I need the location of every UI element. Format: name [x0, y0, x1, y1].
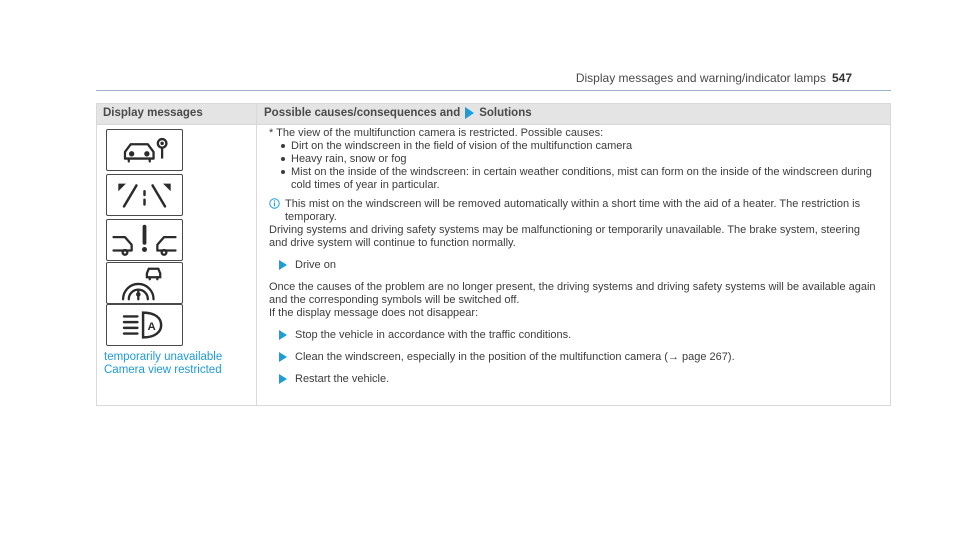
list-item: Dirt on the windscreen in the field of vision of the multifunction camera	[269, 140, 881, 153]
header-title: Display messages and warning/indicator lamps	[575, 71, 826, 85]
solution-arrow-icon	[465, 107, 474, 119]
step-arrow-icon	[279, 260, 287, 270]
step-text: Restart the vehicle.	[295, 373, 390, 385]
caption-line: temporarily unavailable	[104, 351, 223, 363]
note-block	[269, 198, 881, 224]
step-clean-windscreen	[269, 351, 881, 364]
col-header-causes-solutions	[264, 107, 532, 119]
once-text: Once the causes of the problem are no longer present, the driving systems and driving safety systems will be available again and the corresponding symbols will be switched off.	[269, 281, 876, 306]
display-message-caption	[104, 351, 222, 377]
note-text: This mist on the windscreen will be removed automatically within a short time with the aid of a heater. The restriction is temporary.	[285, 198, 861, 223]
step-drive-on	[269, 259, 881, 272]
display-messages-table	[96, 103, 891, 406]
step-text: Drive on	[295, 259, 336, 271]
col-header-display-messages: Display messages	[103, 107, 203, 119]
step-text: Clean the windscreen, especially in the position of the multifunction camera (→ page 267).	[295, 351, 735, 363]
list-item: Mist on the inside of the windscreen: in certain weather conditions, mist can form on the inside of the windscreen during cold times of year in particular.	[269, 166, 881, 192]
step-arrow-icon	[279, 374, 287, 384]
column-divider	[256, 104, 257, 405]
causes-list	[269, 140, 881, 192]
step-stop-vehicle	[269, 329, 881, 342]
steering-assist-icon	[106, 262, 183, 304]
col-header-causes-label: Possible causes/consequences and	[264, 107, 461, 119]
svg-text:A: A	[147, 320, 156, 333]
step-text: Stop the vehicle in accordance with the traffic conditions.	[295, 329, 572, 341]
step-arrow-icon	[279, 330, 287, 340]
causes-solutions-cell	[269, 127, 881, 386]
step-restart-vehicle	[269, 373, 881, 386]
if-text: If the display message does not disappear:	[269, 307, 479, 319]
table-header	[97, 104, 890, 125]
page-number: 547	[831, 71, 852, 85]
consequence-text: Driving systems and driving safety systems may be malfunctioning or temporarily unavailable. The brake system, steering and drive system will continue to function normally.	[269, 224, 860, 249]
caption-line: Camera view restricted	[104, 364, 222, 376]
header-rule	[96, 90, 891, 91]
list-item: Heavy rain, snow or fog	[269, 153, 881, 166]
col-header-solutions-label: Solutions	[479, 107, 532, 119]
distance-warning-icon	[106, 219, 183, 261]
lane-keeping-icon	[106, 174, 183, 216]
car-camera-icon	[106, 129, 183, 171]
step-arrow-icon	[279, 352, 287, 362]
adaptive-highbeam-icon	[106, 304, 183, 346]
running-header	[576, 71, 852, 85]
intro-text: * The view of the multifunction camera is restricted. Possible causes:	[269, 127, 604, 139]
info-icon	[269, 198, 280, 209]
